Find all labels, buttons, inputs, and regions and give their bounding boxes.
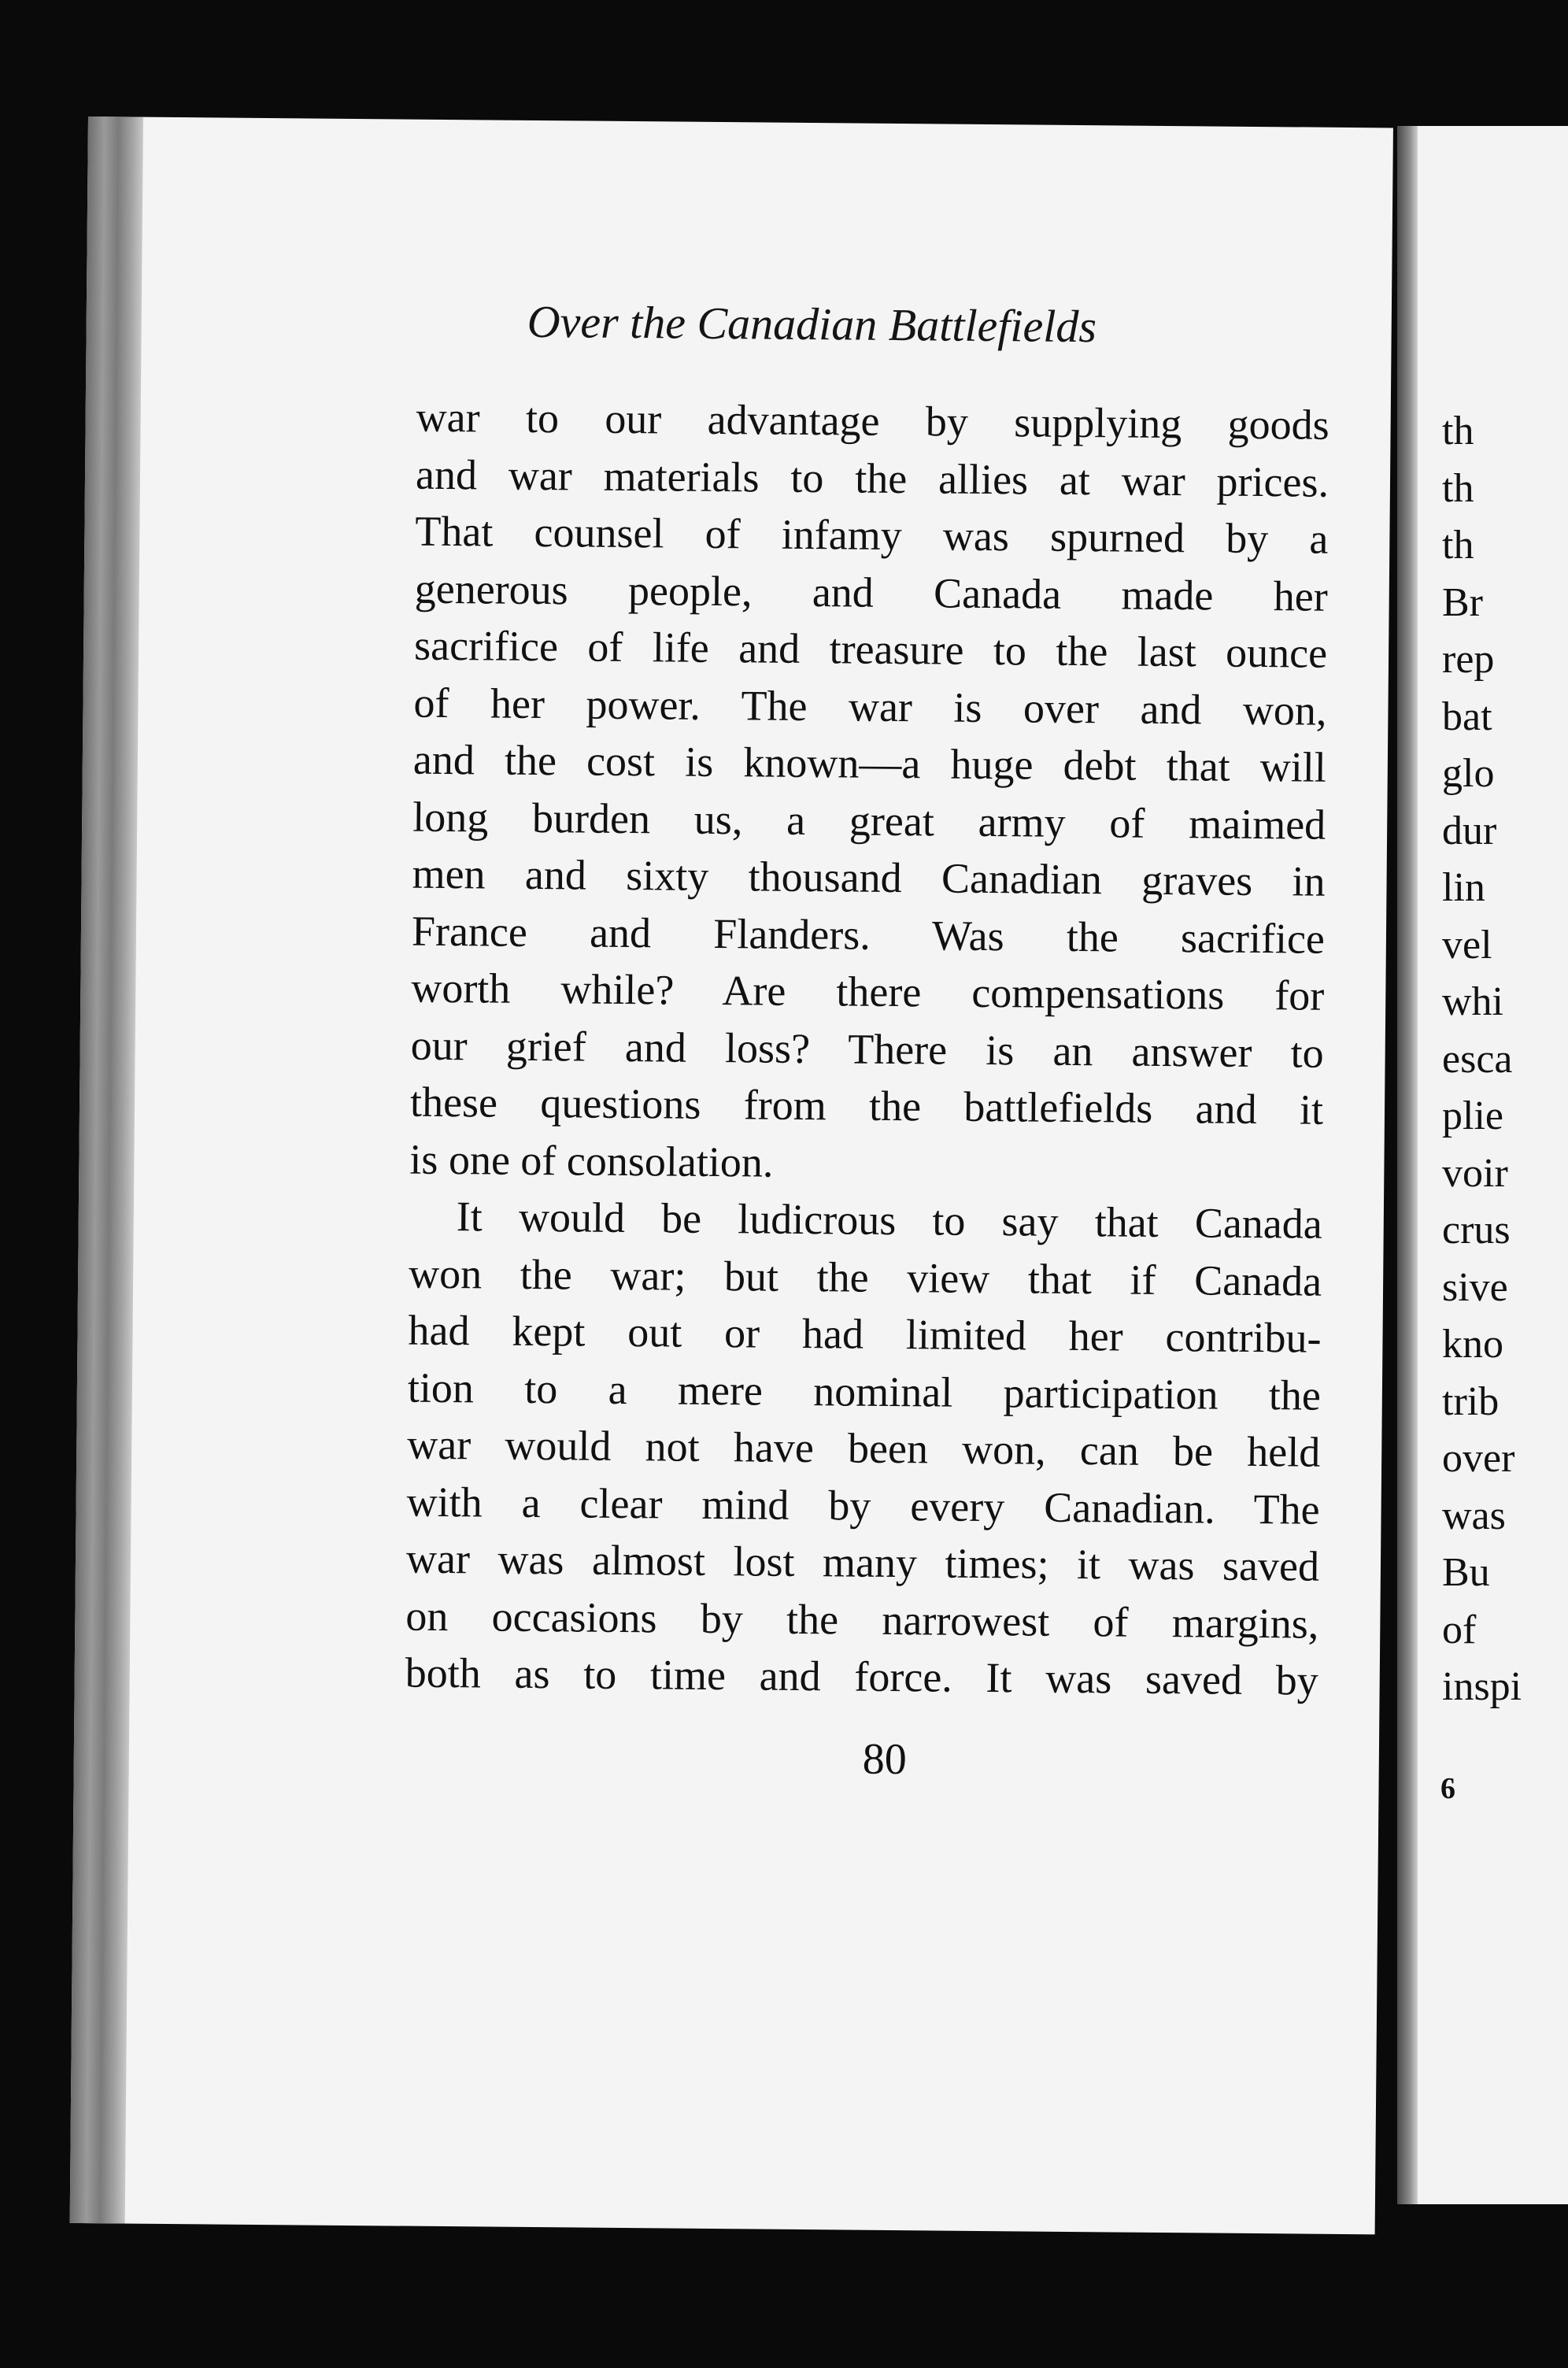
text-fragment: lin (1442, 865, 1485, 910)
text-fragment: bat (1442, 694, 1492, 739)
text-fragment: th (1442, 409, 1474, 453)
text-fragment: Bu (1442, 1550, 1490, 1595)
text-line: our grief and loss? There is an answer to (410, 1021, 1324, 1077)
text-line: That counsel of infamy was spurned by a (415, 507, 1329, 563)
text-line: sacrifice of life and treasure to the last ounce (413, 621, 1328, 677)
text-fragment: th (1442, 465, 1474, 511)
right-page-text (1442, 403, 1560, 1716)
page-number-fragment: 6 (1440, 1772, 1455, 1805)
text-fragment: whi (1442, 979, 1503, 1024)
text-fragment: kno (1442, 1322, 1503, 1367)
text-line: war was almost lost many times; it was saved (405, 1534, 1320, 1590)
running-head: Over the Canadian Battlefields (527, 295, 1097, 353)
text-fragment: esca (1442, 1036, 1513, 1082)
body-text (405, 389, 1329, 1710)
text-line: and war materials to the allies at war prices. (415, 450, 1329, 506)
text-line: long burden us, a great army of maimed (412, 793, 1326, 849)
text-fragment: of (1442, 1607, 1477, 1652)
text-fragment: th (1442, 523, 1474, 568)
text-fragment: vel (1442, 922, 1492, 968)
text-line: of her power. The war is over and won, (413, 679, 1327, 734)
text-fragment: crus (1442, 1208, 1511, 1252)
gutter-shadow (1397, 126, 1418, 2204)
text-line: with a clear mind by every Canadian. The (406, 1478, 1320, 1534)
text-fragment: Br (1442, 579, 1483, 625)
text-fragment: was (1442, 1493, 1506, 1538)
text-fragment: trib (1442, 1378, 1500, 1424)
text-line: both as to time and force. It was saved by (405, 1648, 1318, 1704)
text-line: tion to a mere nominal participation the (407, 1363, 1322, 1419)
text-line: had kept out or had limited her contribu- (408, 1306, 1322, 1362)
paragraph-1 (409, 389, 1329, 1196)
text-line: won the war; but the view that if Canada (408, 1249, 1322, 1305)
text-fragment: rep (1442, 637, 1495, 682)
text-line: on occasions by the narrowest of margins, (405, 1592, 1319, 1648)
left-page (70, 117, 1393, 2234)
right-page (1397, 126, 1568, 2204)
text-fragment: over (1442, 1436, 1515, 1481)
text-fragment: glo (1442, 751, 1495, 796)
text-line: war to our advantage by supplying goods (416, 393, 1329, 449)
paragraph-2 (405, 1188, 1322, 1710)
page-edge-stack (70, 117, 143, 2224)
text-line: these questions from the battlefields and it (409, 1078, 1324, 1134)
text-fragment: plie (1442, 1093, 1503, 1138)
text-fragment: sive (1442, 1264, 1508, 1310)
page-number: 80 (862, 1734, 908, 1785)
text-line: is one of consolation. (409, 1135, 774, 1186)
text-line: men and sixty thousand Canadian graves in (412, 849, 1326, 905)
text-fragment: dur (1442, 808, 1497, 853)
text-fragment: inspi (1442, 1664, 1522, 1709)
text-line: and the cost is known—a huge debt that will (412, 735, 1327, 791)
text-line: war would not have been won, can be held (407, 1420, 1321, 1476)
text-fragment: voir (1442, 1150, 1508, 1196)
text-line: France and Flanders. Was the sacrifice (411, 907, 1326, 963)
text-line: worth while? Are there compensations for (411, 964, 1325, 1019)
text-line: generous people, and Canada made her (414, 564, 1329, 620)
text-line: It would be ludicrous to say that Canada (456, 1193, 1323, 1248)
